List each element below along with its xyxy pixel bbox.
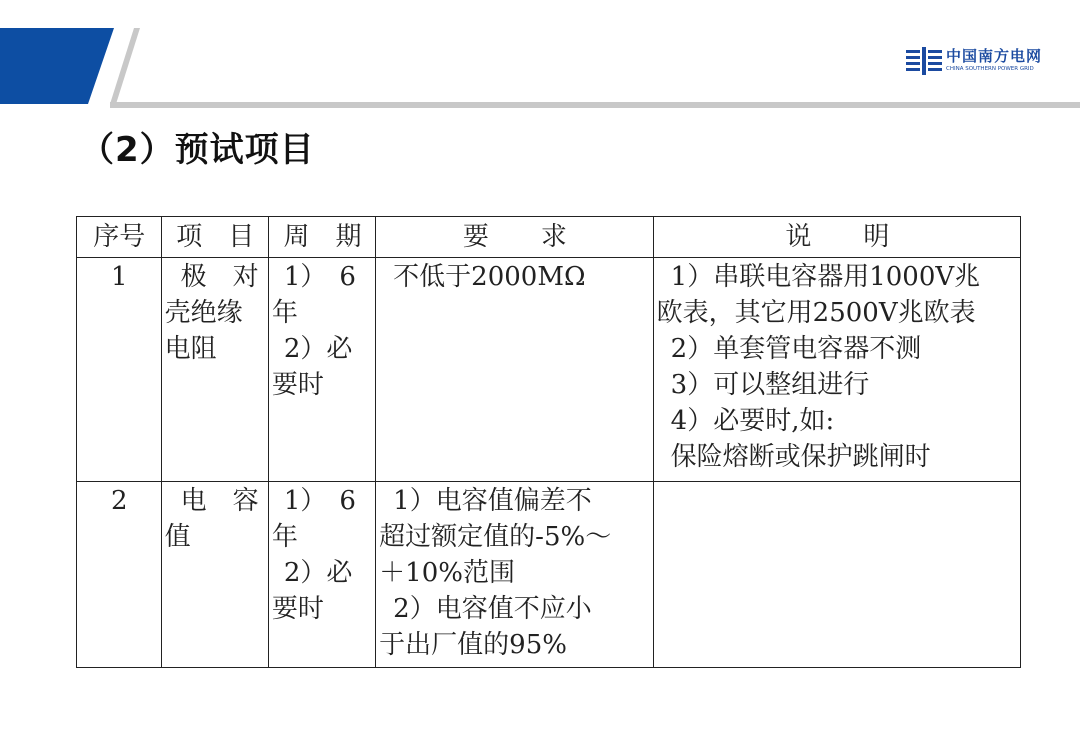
cell-requirement-line: 于出厂值的95% [379,630,567,660]
header-no: 序号 [77,217,162,258]
cell-note-line: 2）单套管电容器不测 [670,334,922,364]
cell-requirement-line: 1）电容值偏差不 [393,486,592,516]
cell-item-line: 电阻 [164,334,217,364]
cell-item-line: 值 [164,522,191,552]
cell-item [161,482,268,668]
cell-period-line: 要时 [271,594,324,624]
cell-requirement-line: 不低于2000MΩ [393,262,586,292]
cell-period-line: 2）必 [283,334,353,364]
cell-item-line: 壳绝缘 [164,298,243,328]
table-header-row [77,217,1021,258]
section-heading: （2）预试项目 [80,130,315,170]
cell-note-line: 1）串联电容器用1000V兆 [670,262,981,292]
cell-item-line: 电 容 [180,486,259,516]
company-logo [906,44,1066,78]
cell-item-line: 极 对 [180,262,259,292]
cell-item [161,258,268,482]
cell-note-line: 4）必要时,如: [670,406,835,436]
pretest-items-table [76,216,1021,668]
cell-requirement [376,258,654,482]
cell-period-line: 1） 6 [283,262,356,292]
power-grid-logo-icon [906,46,942,76]
cell-period-line: 2）必 [283,558,353,588]
table-row [77,482,1021,668]
logo-name-cn: 中国南方电网 [946,47,1043,66]
logo-name-en: CHINA SOUTHERN POWER GRID [946,66,1034,73]
cell-note-line: 3）可以整组进行 [670,370,870,400]
banner-blue-stripe [0,28,114,104]
cell-period [268,482,375,668]
header-note: 说 明 [653,217,1020,258]
header-item: 项 目 [161,217,268,258]
cell-period-line: 年 [271,298,298,328]
cell-note [653,258,1020,482]
cell-note-line: 保险熔断或保护跳闸时 [670,442,931,472]
table-row [77,258,1021,482]
cell-requirement [376,482,654,668]
cell-requirement-line: 超过额定值的-5%～ [379,522,612,552]
cell-period [268,258,375,482]
cell-note-line: 欧表，其它用2500V兆欧表 [656,298,976,328]
cell-requirement-line: ＋10%范围 [379,558,515,588]
banner-gray-slant [110,28,140,104]
header-period: 周 期 [268,217,375,258]
cell-period-line: 要时 [271,370,324,400]
cell-requirement-line: 2）电容值不应小 [393,594,592,624]
cell-note [653,482,1020,668]
cell-period-line: 1） 6 [283,486,356,516]
banner-gray-line [110,102,1080,108]
cell-period-line: 年 [271,522,298,552]
cell-no: 2 [77,482,162,668]
header-requirement: 要 求 [376,217,654,258]
cell-no: 1 [77,258,162,482]
